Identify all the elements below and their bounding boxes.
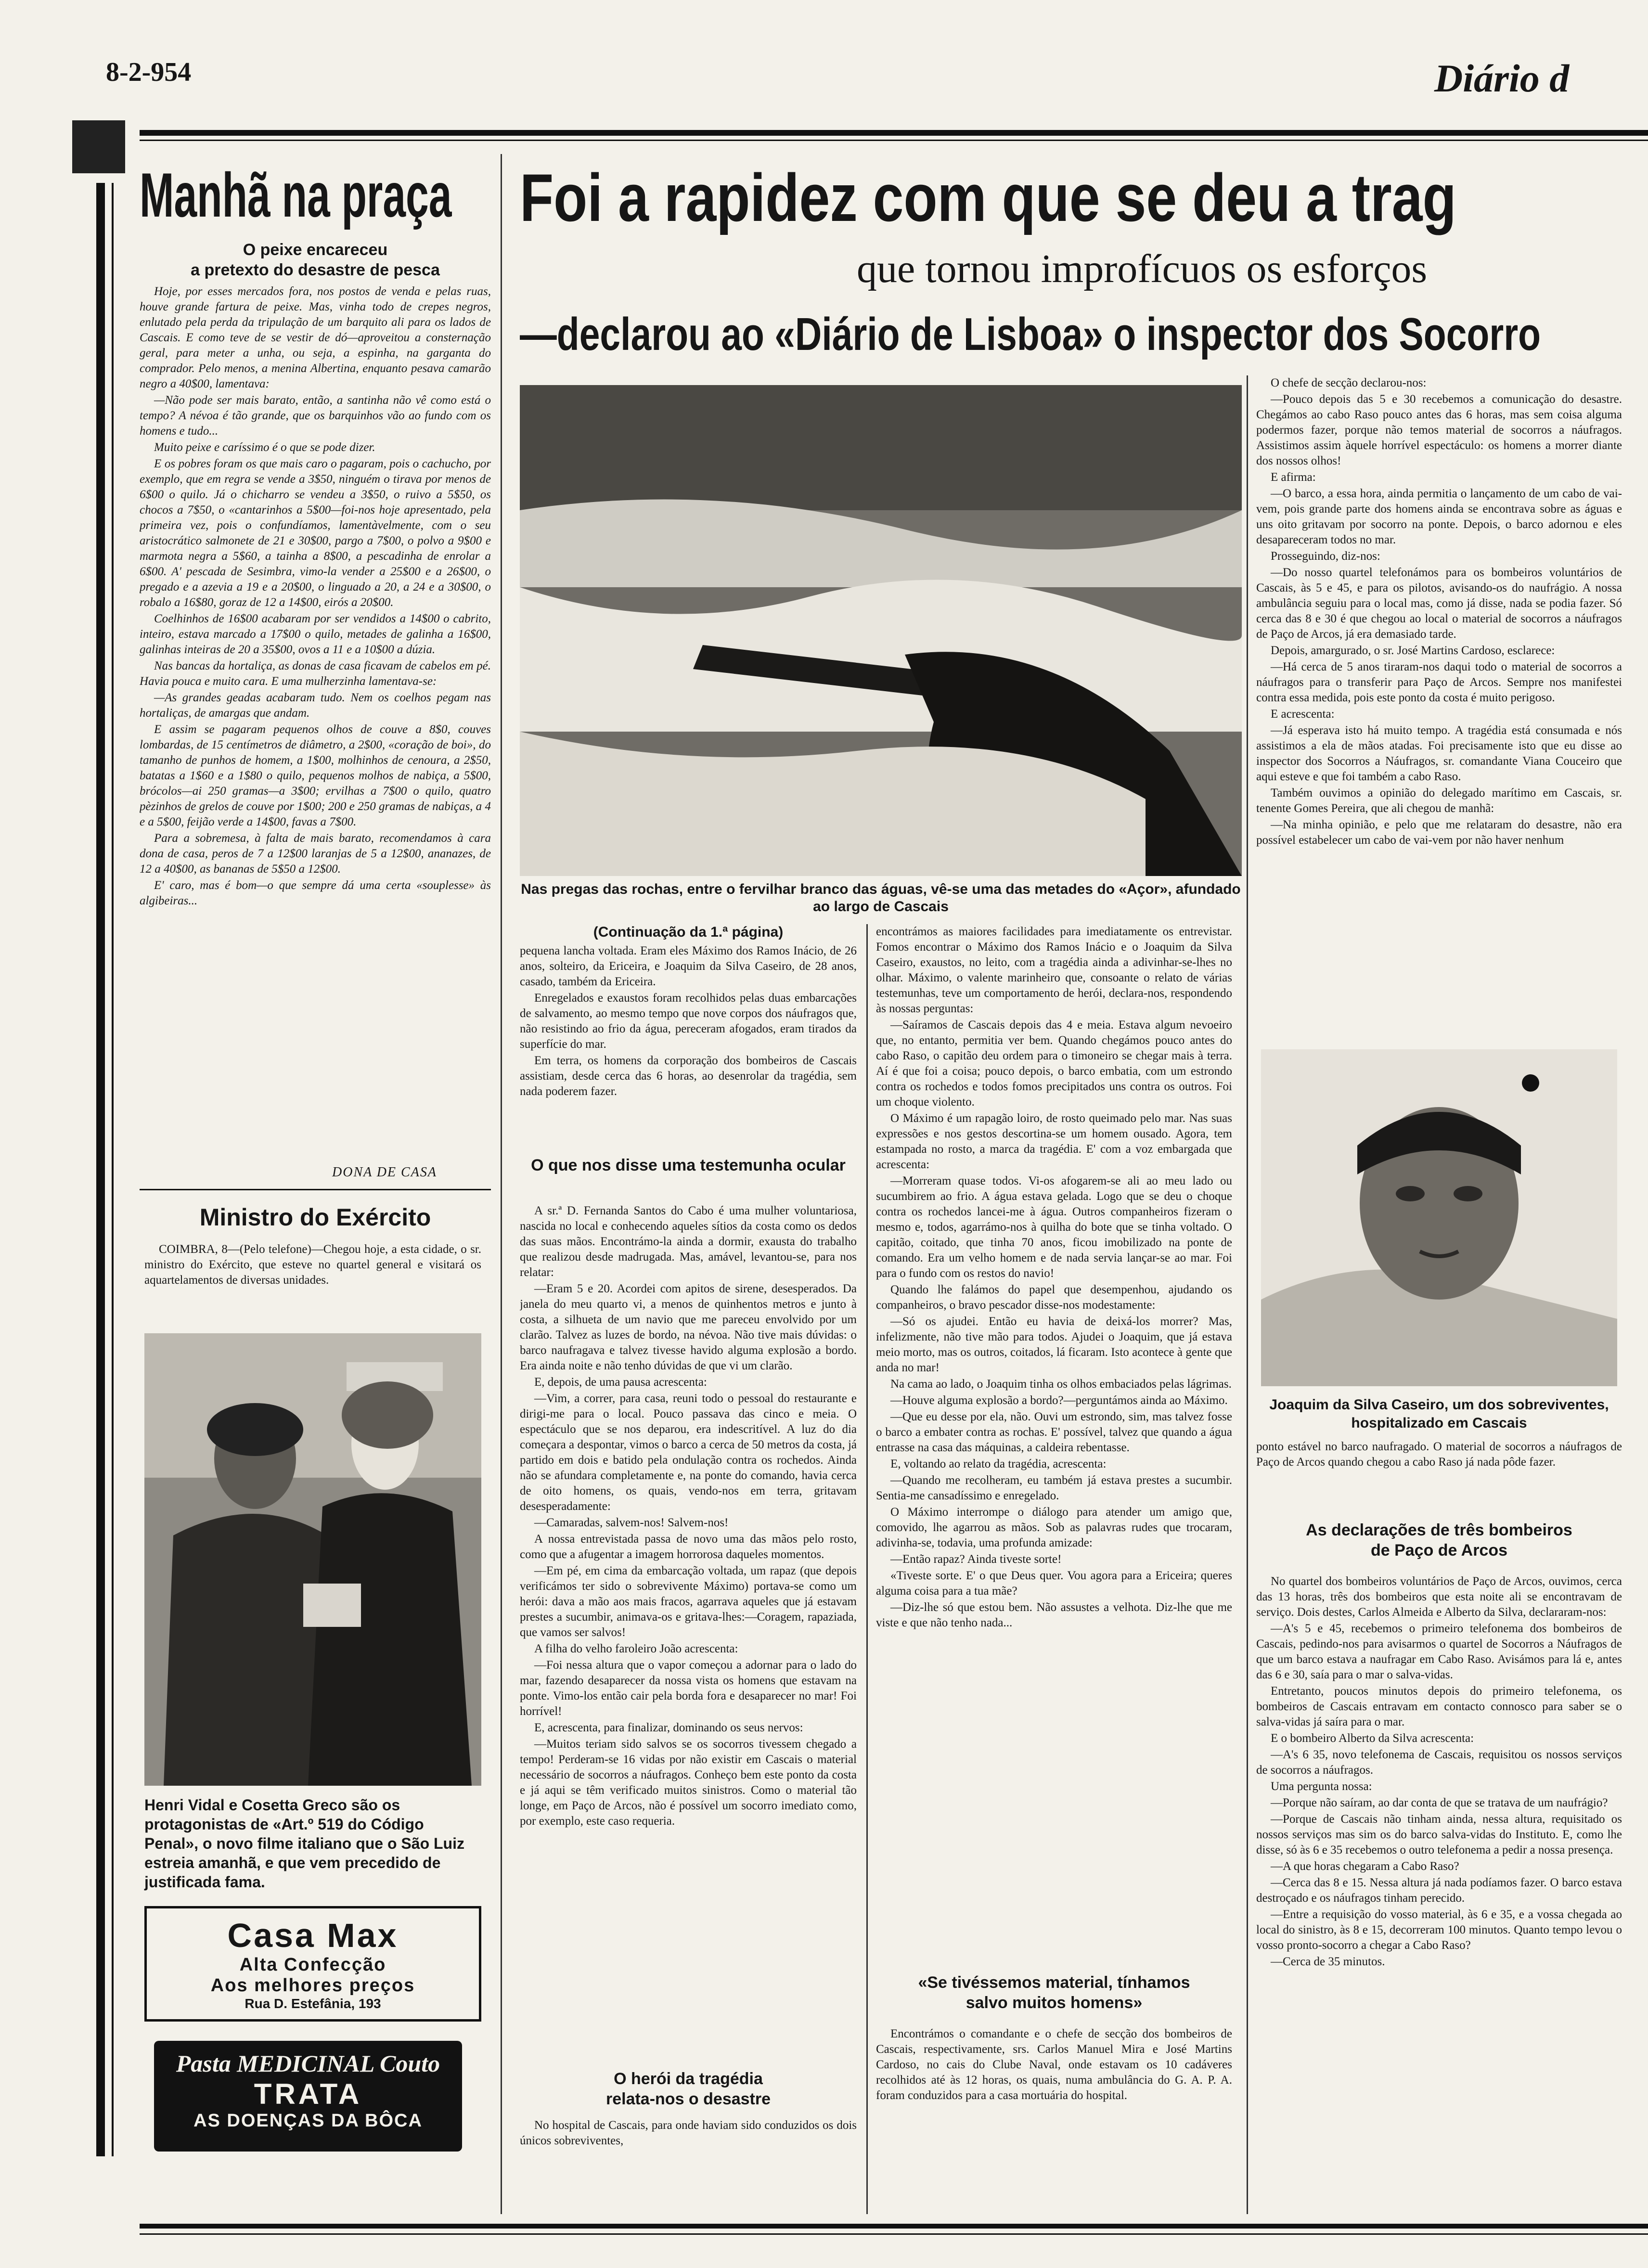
main-col2-body — [876, 924, 1232, 1959]
top-rule-thin — [140, 140, 1648, 141]
paragraph: Depois, amargurado, o sr. José Martins Cardoso, esclarece: — [1271, 644, 1555, 657]
paragraph: —Morreram quase todos. Vi-os afogarem-se ali ao meu lado ou sucumbirem ao frio. A água estava gelada. Logo que se deu o choque contra os rochedos lancei-me à água. Outros companheiros fizeram o mesmo e, todos, agarrámo-nos à quilha do bote que se tinha voltado. O capitão, coitado, que tinha 70 anos, ficou imobilizado na ponte de comando. Era um velho homem e de nada servia lançar-se ao mar. Foi para o fundo com os restos do navio! — [876, 1174, 1232, 1280]
left-article-body — [140, 284, 491, 1155]
subhead-heroi-2: relata-nos o desastre — [605, 2090, 771, 2108]
paragraph: pequena lancha voltada. Eram eles Máximo dos Ramos Inácio, de 26 anos, solteiro, da Ericeira, e Joaquim da Silva Caseiro, de 28 anos, casado, também da Ericeira. — [520, 944, 857, 988]
paragraph: —A que horas chegaram a Cabo Raso? — [1271, 1860, 1459, 1873]
paragraph: «Tiveste sorte. E' o que Deus quer. Vou agora para a Ericeira; queres alguma coisa para a tua mãe? — [876, 1569, 1232, 1598]
paragraph: COIMBRA, 8—(Pelo telefone)—Chegou hoje, a esta cidade, o sr. ministro do Exército, que esteve no quartel general e visitará os aquartelamentos de diversas unidades. — [144, 1243, 481, 1287]
paragraph: A filha do velho faroleiro João acrescenta: — [534, 1642, 738, 1655]
main-col3-after-photo — [1256, 1439, 1622, 1507]
survivor-photo-image — [1261, 1049, 1617, 1386]
subhead-testemunha: O que nos disse uma testemunha ocular — [531, 1156, 846, 1174]
left-border-line — [112, 183, 114, 2156]
column-rule — [866, 924, 868, 2214]
left-subhead-2: a pretexto do desastre de pesca — [191, 261, 440, 279]
paragraph: —Houve alguma explosão a bordo?—perguntámos ainda ao Máximo. — [890, 1394, 1228, 1407]
shipwreck-photo-image — [520, 385, 1242, 876]
ad-pasta-line1: Pasta MEDICINAL Couto — [176, 2050, 440, 2077]
paragraph: Enregelados e exaustos foram recolhidos pelas duas embarcações de salvamento, ao mesmo tempo que nove corpos dos náufragos que, não resistindo ao frio da água, pereceram afogados, eram tirados da superfície do mar. — [520, 992, 857, 1051]
ad-pasta-medicinal — [154, 2041, 462, 2152]
subhead-material-2: salvo muitos homens» — [966, 1994, 1143, 2012]
paragraph: Quando lhe falámos do papel que desempenhou, ajudando os companheiros, o bravo pescador disse-nos modestamente: — [876, 1283, 1232, 1312]
film-photo-image — [144, 1333, 481, 1786]
subhead-bombeiros-2: de Paço de Arcos — [1370, 1541, 1508, 1559]
paragraph: —Quando me recolheram, eu também já estava prestes a sucumbir. Sentia-me cansadíssimo e enregelado. — [876, 1474, 1232, 1502]
paragraph: Nas bancas da hortaliça, as donas de casa ficavam de cabelos em pé. Havia pouca e muito cara. E uma mulherzinha lamentava-se: — [140, 659, 491, 688]
paragraph: —Não pode ser mais barato, então, a santinha não vê como está o tempo? A névoa é tão grande, que os barquinhos vão ao fundo com os homens e tudo... — [140, 394, 491, 438]
divider — [140, 1189, 491, 1190]
ad-casa-max — [144, 1906, 481, 2022]
paragraph: —A's 6 35, novo telefonema de Cascais, requisitou os nossos serviços de socorros a náufragos. — [1256, 1748, 1622, 1777]
paragraph: Prosseguindo, diz-nos: — [1271, 550, 1380, 563]
paragraph: Uma pergunta nossa: — [1271, 1780, 1372, 1793]
page-date: 8-2-954 — [106, 57, 192, 87]
paragraph: —A's 5 e 45, recebemos o primeiro telefonema dos bombeiros de Cascais, pedindo-nos para avisarmos o quartel de Socorros a Náufragos de que um barco estava a naufragar em Cabo Raso. Avisámos para lá e, antes das 6 e 30, saía para o mar o salva-vidas. — [1256, 1622, 1622, 1681]
paragraph: E os pobres foram os que mais caro o pagaram, pois o cachucho, por exemplo, que em regra se vende a 3$50, ninguém o tirava por menos de 6$00 o quilo. Já o chicharro se vendeu a 3$50, o ruivo a 5$50, os chocos a 7$50, o «cantarinhos a 5$00—foi-nos hoje apresentado, pela primeira vez, pois o confundíamos, lamentàvelmente, com o seu aristocrático salmonete de 21 e 30$00, pargo a 7$00, o polvo a 9$00 e marmota negra a 5$60, a tainha a 8$00, a pescadinha de enrolar a 6$00. A' pescada de Sesimbra, vimo-la vender a 25$00 e a 26$00, o pregado e a azevia a 19 e a 20$00, o linguado a 20, a 24 e a 30$00, o robalo a 16$80, goraz de 12 a 14$00, eirós a 20$00. — [140, 457, 491, 609]
paragraph: E, voltando ao relato da tragédia, acrescenta: — [890, 1457, 1107, 1470]
paragraph: —Entre a requisição do vosso material, às 6 e 35, e a vossa chegada ao local do sinistro, às 8 e 15, decorreram 100 minutos. Quanto tempo levou o vosso pronto-socorro a chegar a Cabo Raso? — [1256, 1908, 1622, 1952]
paragraph: E' caro, mas é bom—o que sempre dá uma certa «souplesse» às algibeiras... — [140, 879, 491, 907]
paragraph: —Do nosso quartel telefonámos para os bombeiros voluntários de Cascais, às 5 e 45, e para os pilotos, avisando-os do naufrágio. A nossa ambulância seguiu para o local mas, como já disse, nada se podia fazer. Só cerca das 8 e 30 é que chegou ao local o material de socorros a náufragos de Paço de Arcos, já era demasiado tarde. — [1256, 566, 1622, 641]
ad-casa-max-name: Casa Max — [227, 1917, 399, 1954]
film-photo-caption: Henri Vidal e Cosetta Greco são os protagonistas de «Art.º 519 do Código Penal», o novo filme italiano que o São Luiz estreia amanhã, e que vem precedido de justificada fama. — [144, 1796, 464, 1891]
bottom-rule-thin — [140, 2233, 1648, 2235]
paragraph: —Já esperava isto há muito tempo. A tragédia está consumada e nós assistimos a ela de mãos atadas. Foi precisamente isto que eu disse ao inspector dos Socorros a Náufragos, sr. comandante Viana Couceiro que aqui esteve e que foi também a cabo Raso. — [1256, 724, 1622, 783]
paragraph: —Camaradas, salvem-nos! Salvem-nos! — [534, 1516, 729, 1529]
paragraph: O Máximo interrompe o diálogo para atender um amigo que, comovido, lhe agarrou as mãos. Sob as palavras rudes que trocaram, adivinha-se, todavia, uma profunda amizade: — [876, 1506, 1232, 1549]
paragraph: E, acrescenta, para finalizar, dominando os seus nervos: — [534, 1721, 803, 1734]
paragraph: E, depois, de uma pausa acrescenta: — [534, 1376, 707, 1389]
paragraph: —Cerca de 35 minutos. — [1271, 1955, 1385, 1968]
paragraph: —Saíramos de Cascais depois das 4 e meia. Estava algum nevoeiro que, no entanto, permitia ver bem. Quando chegámos pouco antes do cabo Raso, o capitão deu ordem para o timoneiro se chegar mais à terra. Aí é que foi a coisa; pouco depois, o barco embatia, com um estrondo contra os rochedos e todos fomos precipitados uns contra os outros. Foi um choque violento. — [876, 1018, 1232, 1108]
paragraph: O Máximo é um rapagão loiro, de rosto queimado pelo mar. Nas suas expressões e nos gestos descortina-se um homem ousado. Agora, tem estampada no rosto, a marca da tragédia. E' com a voz embargada que acrescenta: — [876, 1112, 1232, 1171]
paragraph: —Eram 5 e 20. Acordei com apitos de sirene, desesperados. Da janela do meu quarto vi, a menos de quinhentos metros e junto à costa, a silhueta de um navio que me pareceu envolvido por um clarão. Talvez as luzes de bordo, na névoa. Não tive mais dúvidas: o barco naufragava e talvez tivesse havido alguma explosão a bordo. Era ainda noite e não tenho dúvidas de que vi um clarão. — [520, 1282, 857, 1372]
main-headline: Foi a rapidez com que se deu a trag — [520, 160, 1456, 235]
paragraph: encontrámos as maiores facilidades para imediatamente os entrevistar. Fomos encontrar o Máximo dos Ramos Inácio e o Joaquim da Silva Caseiro, exaustos, no leito, com a tragédia ainda a adivinhar-se-lhes no olhar. Máximo, o valente marinheiro que, consoante o relato de várias testemunhas, teve um comportamento de herói, declara-nos, respondendo às nossas perguntas: — [876, 925, 1232, 1015]
paragraph: —Diz-lhe só que estou bem. Não assustes a velhota. Diz-lhe que me viste e que não tenho nada... — [876, 1601, 1232, 1629]
paragraph: —Muitos teriam sido salvos se os socorros tivessem chegado a tempo! Perderam-se 16 vidas por não existir em Cascais o material necessário de socorros a náufragos. Conheço bem este ponto da costa e já aqui se têm verificado muitos sinistros. Como o material tão longe, em Paço de Arcos, não é possível um socorro imediato como, por exemplo, este caso requeria. — [520, 1738, 857, 1828]
newspaper-name: Diário d — [1434, 56, 1570, 100]
paragraph: —Então rapaz? Ainda tiveste sorte! — [890, 1553, 1062, 1566]
paragraph: Coelhinhos de 16$00 acabaram por ser vendidos a 14$00 o cabrito, inteiro, estava marcado a 17$00 o quilo, metades de galinha a 16$00, galinhas inteiras de 20 a 35$00, ovos a 11 e a 10$00 a dúzia. — [140, 612, 491, 656]
shipwreck-photo — [520, 385, 1242, 876]
ad-casa-max-address: Rua D. Estefânia, 193 — [245, 1996, 381, 2011]
paragraph: E o bombeiro Alberto da Silva acrescenta: — [1271, 1732, 1474, 1745]
paragraph: A nossa entrevistada passa de novo uma das mãos pelo rosto, como que a afugentar a imagem horrorosa daqueles momentos. — [520, 1533, 857, 1561]
paragraph: A sr.ª D. Fernanda Santos do Cabo é uma mulher voluntariosa, nascida no local e conhecendo aqueles sítios da costa como os dedos das suas mãos. Encontrámo-la ainda a dormir, exausta do trabalho que realizou desde madrugada. Mas, amável, levantou-se, para nos relatar: — [520, 1204, 857, 1279]
paragraph: E assim se pagaram pequenos olhos de couve a 8$0, couves lombardas, de 15 centímetros de diâmetro, a 2$00, «coração de boi», do tamanho de punhos de homem, a 1$00, molhinhos de cenoura, a 2$50, batatas a 1$60 e a 1$80 o quilo, pequenos molhos de nabiça, a 5$00, brócolos—ai 250 gramas—a 3$00; ervilhas a 7$00 o quilo, quatro pèzinhos de grelos de couve por 1$00; 200 e 250 gramas de nabiças, a 4 e a 5$00, feijão verde a 14$00, favas a 7$00. — [140, 723, 491, 828]
ad-pasta-line3: AS DOENÇAS DA BÔCA — [193, 2111, 423, 2131]
main-col1-body-b — [520, 1203, 857, 2050]
ministro-text — [144, 1242, 481, 1319]
survivor-photo-caption: Joaquim da Silva Caseiro, um dos sobreviventes, hospitalizado em Cascais — [1269, 1397, 1609, 1431]
subhead-material-1: «Se tivéssemos material, tínhamos — [918, 1973, 1190, 1992]
subhead-heroi-1: O herói da tragédia — [614, 2070, 763, 2088]
paragraph: Para a sobremesa, à falta de mais barato, recomendamos à cara dona de casa, peros de 7 a 12$00 laranjas de 5 a 12$00, ananazes, de 12 a 40$00, as bananas de 5$50 a 12$00. — [140, 832, 491, 876]
paragraph: —Só os ajudei. Então eu havia de deixá-los morrer? Mas, infelizmente, não tive mão para todos. Ajudei o Joaquim, que já estava meio morto, mas os outros, coitados, lá ficaram. Isto acontece à gente que anda no mar! — [876, 1315, 1232, 1374]
main-headline-line3: —declarou ao «Diário de Lisboa» o inspector dos Socorro — [520, 309, 1541, 360]
paragraph: Muito peixe e caríssimo é o que se pode dizer. — [154, 441, 375, 454]
paragraph: O chefe de secção declarou-nos: — [1271, 376, 1427, 389]
paragraph: —Vim, a correr, para casa, reuni todo o pessoal do restaurante e dirigi-me para o local. Pouco passava das cinco e meia. O espectáculo que se nos deparou, era indescritível. A luz do dia começara a despontar, vimos o barco a cerca de 50 metros da costa, já partido em dois e batido pela ondulação contra os rochedos. Ainda não se afundara completamente e, na ponte do comando, havia cerca de oito homens, os quais, vendo-nos em terra, gritavam desesperadamente: — [520, 1392, 857, 1513]
film-photo — [144, 1333, 481, 1786]
registration-mark — [72, 120, 125, 173]
paragraph: Em terra, os homens da corporação dos bombeiros de Cascais assistiam, desde cerca das 6 horas, ao desenrolar da tragédia, sem nada poderem fazer. — [520, 1054, 857, 1098]
paragraph: E afirma: — [1271, 471, 1316, 484]
paragraph: Na cama ao lado, o Joaquim tinha os olhos embaciados pelas lágrimas. — [890, 1378, 1232, 1391]
main-col1-tail — [520, 2118, 857, 2166]
paragraph: Entretanto, poucos minutos depois do primeiro telefonema, os bombeiros de Cascais entravam em contacto connosco para saber se o salva-vidas já saíra para o mar. — [1256, 1685, 1622, 1728]
paragraph: Encontrámos o comandante e o chefe de secção dos bombeiros de Cascais, respectivamente, srs. Carlos Manuel Mira e José Martins Cardoso, no cais do Clube Naval, onde estavam os 10 cadáveres recolhidos até às 12 horas, os quais, numa ambulância do G. A. P. A. foram conduzidos para a casa mortuária do hospital. — [876, 2027, 1232, 2102]
ad-pasta-line2: TRATA — [254, 2078, 362, 2110]
top-rule — [140, 130, 1648, 136]
shipwreck-photo-caption: Nas pregas das rochas, entre o fervilhar branco das águas, vê-se uma das metades do «Açor», afundado ao largo de Cascais — [521, 881, 1241, 915]
paragraph: —Porque de Cascais não tinham ainda, nessa altura, requisitado os nossos serviços mas sim os do barco salva-vidas do Instituto. E, como lhe disse, só às 6 e 35 recebemos o outro telefonema a pedir a nossa presença. — [1256, 1813, 1622, 1856]
paragraph: —Cerca das 8 e 15. Nessa altura já nada podíamos fazer. O barco estava destroçado e os náufragos tinham perecido. — [1256, 1876, 1622, 1905]
ad-casa-max-line2: Aos melhores preços — [210, 1975, 415, 1996]
main-col3-tail — [1256, 1574, 1622, 2214]
paragraph: Também ouvimos a opinião do delegado marítimo em Cascais, sr. tenente Gomes Pereira, que ali chegou de manhã: — [1256, 786, 1622, 815]
main-col1-body-a — [520, 943, 857, 1141]
paragraph: —Que eu desse por ela, não. Ouvi um estrondo, sim, mas talvez fosse o barco a embater contra as rochas. E' possível, talvez que quando a água entrasse na casa das máquinas, a caldeira rebentasse. — [876, 1410, 1232, 1454]
subhead-bombeiros-1: As declarações de três bombeiros — [1306, 1521, 1572, 1539]
paragraph: Hoje, por esses mercados fora, nos postos de venda e pelas ruas, houve grande fartura de peixe. Mas, vinha todo de crepes negros, enlutado pela perda da tripulação de um barquito ali para os lados de Cascais. E como teve de se vestir de dó—aproveitou a consternação geral, para meter a unha, ou seja, a espinha, na garganta do comprador. Pelo menos, a menina Albertina, enquanto pesava camarão negro a 40$00, lamentava: — [140, 285, 491, 390]
paragraph: —O barco, a essa hora, ainda permitia o lançamento de um cabo de vai-vem, pois grande parte dos homens ainda se encontrava sobre as águas e uns oito gritavam por socorro na ponte. Depois, o barco adornou e eles desapareceram todos no mar. — [1256, 487, 1622, 546]
column-rule — [501, 154, 502, 2214]
main-col3-body — [1256, 375, 1622, 1044]
bottom-rule — [140, 2224, 1648, 2229]
ad-casa-max-line1: Alta Confecção — [239, 1955, 386, 1975]
paragraph: No hospital de Cascais, para onde haviam sido conduzidos os dois únicos sobreviventes, — [520, 2119, 857, 2147]
paragraph: No quartel dos bombeiros voluntários de Paço de Arcos, ouvimos, cerca das 13 horas, três dos bombeiros que esta noite ali se encontravam de serviço. Dois destes, Carlos Almeida e Alberto da Silva, declararam-nos: — [1256, 1575, 1622, 1619]
survivor-photo — [1261, 1049, 1617, 1386]
paragraph: —Pouco depois das 5 e 30 recebemos a comunicação do desastre. Chegámos ao cabo Raso pouco antes das 6 horas, mas sem coisa alguma podermos fazer, porque não temos material de socorros a náufragos. Assistimos assim àquele horrível espectáculo: os homens a morrer diante dos nossos olhos! — [1256, 393, 1622, 467]
left-subhead-1: O peixe encareceu — [243, 241, 388, 259]
left-border-bar — [96, 183, 105, 2156]
paragraph: —Foi nessa altura que o vapor começou a adornar para o lado do mar, fazendo desaparecer da nossa vista os homens que estavam na ponte. Vimo-los então cair pela borda fora e desaparecer no mar! Foi horrível! — [520, 1659, 857, 1718]
paragraph: —As grandes geadas acabaram tudo. Nem os coelhos pegam nas hortaliças, de amargas que andam. — [140, 691, 491, 720]
paragraph: —Porque não saíram, ao dar conta de que se tratava de um naufrágio? — [1271, 1796, 1608, 1809]
continuation-note: (Continuação da 1.ª página) — [593, 924, 784, 940]
article-signature: DONA DE CASA — [332, 1165, 437, 1180]
paragraph: —Em pé, em cima da embarcação voltada, um rapaz (que depois verificámos ter sido o sobrevivente Máximo) portava-se como um herói: dava a mão aos mais fracos, agarrava aqueles que já estavam prestes a sucumbir, animava-os e gritava-lhes:—Coragem, rapaziada, que vamos ser salvos! — [520, 1564, 857, 1639]
paragraph: —Há cerca de 5 anos tiraram-nos daqui todo o material de socorros a náufragos para o transferir para Paço de Arcos. Sempre nos manifestei contra essa medida, pois este ponto da costa é muito perigoso. — [1256, 660, 1622, 704]
left-headline: Manhã na praça — [140, 160, 452, 230]
paragraph: —Na minha opinião, e pelo que me relataram do desastre, não era possível estabelecer um cabo de vai-vem por não haver nenhum — [1256, 818, 1622, 847]
paragraph: ponto estável no barco naufragado. O material de socorros a náufragos de Paço de Arcos quando chegou a cabo Raso já nada pôde fazer. — [1256, 1440, 1622, 1469]
main-headline-line2: que tornou improfícuos os esforços — [857, 246, 1428, 291]
paragraph: E acrescenta: — [1271, 708, 1335, 721]
main-col2-tail — [876, 2026, 1232, 2166]
ministro-title: Ministro do Exército — [199, 1204, 431, 1231]
column-rule — [1247, 375, 1248, 2214]
